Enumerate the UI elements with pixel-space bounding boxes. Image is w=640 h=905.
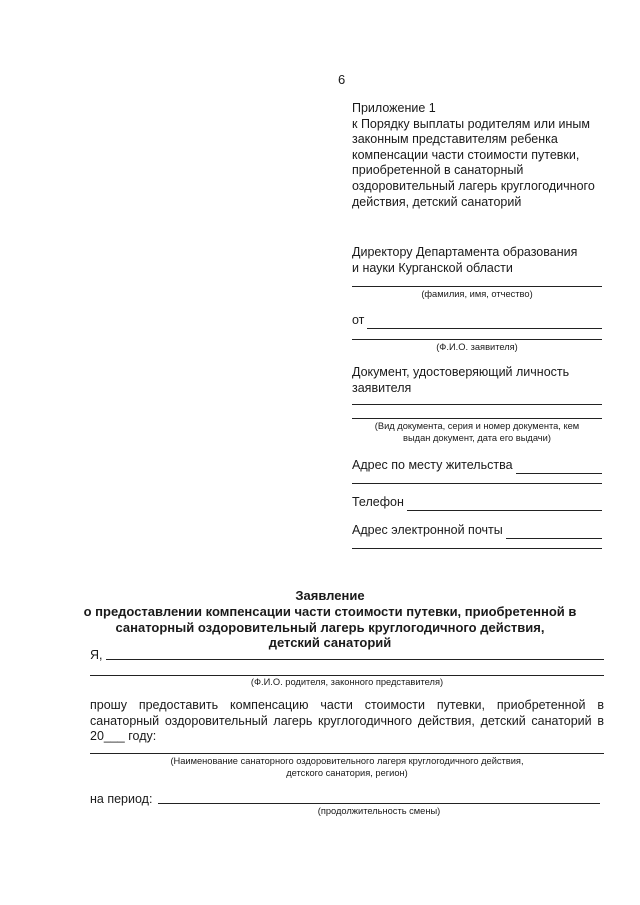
statement-subject-line: о предоставлении компенсации части стоимости путевки, приобретенной в — [83, 603, 577, 619]
period-caption: (продолжительность смены) — [317, 806, 441, 816]
from-row — [352, 313, 602, 329]
annex-header — [352, 101, 614, 210]
annex-line: к Порядку выплаты родителям или иным — [352, 116, 590, 131]
document-label-2: заявителя — [352, 381, 412, 395]
address-line-2 — [352, 483, 602, 484]
email-row — [352, 523, 602, 539]
request-line-3: 20___ году: — [90, 729, 157, 743]
parent-caption: (Ф.И.О. родителя, законного представителя) — [250, 677, 444, 687]
from-label: от — [352, 313, 365, 327]
statement-subject-line: санаторный оздоровительный лагерь круглогодичного действия, — [115, 619, 545, 635]
phone-row — [352, 495, 602, 511]
period-label: на период: — [90, 792, 153, 806]
document-line-2 — [352, 418, 602, 419]
request-text — [90, 698, 604, 745]
address-row — [352, 458, 602, 474]
applicant-line — [352, 339, 602, 340]
camp-caption-1: (Наименование санаторного оздоровительного лагеря круглогодичного действия, — [170, 756, 524, 766]
addressee-line-1: Директору Департамента образования — [352, 245, 578, 259]
camp-caption-2: детского санатория, регион) — [286, 768, 408, 778]
document-line-1 — [352, 404, 602, 405]
phone-label: Телефон — [352, 495, 404, 509]
applicant-caption: (Ф.И.О. заявителя) — [436, 342, 518, 352]
address-field[interactable] — [516, 462, 602, 474]
camp-name-field[interactable] — [90, 753, 604, 754]
email-line-2 — [352, 548, 602, 549]
i-label: Я, — [90, 648, 103, 662]
document-caption-1: (Вид документа, серия и номер документа, кем — [374, 421, 580, 431]
annex-line: законным представителям ребенка — [352, 132, 558, 147]
from-field[interactable] — [367, 317, 602, 329]
request-line-1: прошу предоставить компенсацию части стоимости путевки, приобретенной в — [90, 698, 604, 712]
email-label: Адрес электронной почты — [352, 523, 503, 537]
request-line-2: санаторный оздоровительный лагерь круглогодичного действия, детский санаторий в — [90, 713, 604, 728]
period-field[interactable] — [158, 803, 600, 804]
address-label: Адрес по месту жительства — [352, 458, 513, 472]
phone-field[interactable] — [407, 499, 602, 511]
document-caption-2: выдан документ, дата его выдачи) — [403, 433, 551, 443]
statement-heading: Заявление — [295, 588, 365, 603]
fio-line — [352, 286, 602, 287]
page-number: 6 — [338, 72, 346, 87]
annex-line: Приложение 1 — [352, 101, 436, 115]
fio-caption: (фамилия, имя, отчество) — [421, 289, 533, 299]
annex-line: действия, детский санаторий — [352, 194, 522, 209]
annex-line: приобретенной в санаторный — [352, 163, 524, 178]
parent-name-field[interactable] — [106, 659, 604, 660]
statement-title — [60, 588, 600, 651]
addressee-line-2: и науки Курганской области — [352, 261, 513, 275]
statement-subject-line: детский санаторий — [268, 635, 392, 651]
annex-line: компенсации части стоимости путевки, — [352, 147, 580, 162]
document-label-1: Документ, удостоверяющий личность — [352, 365, 570, 379]
email-field[interactable] — [506, 527, 602, 539]
annex-line: оздоровительный лагерь круглогодичного — [352, 178, 595, 193]
